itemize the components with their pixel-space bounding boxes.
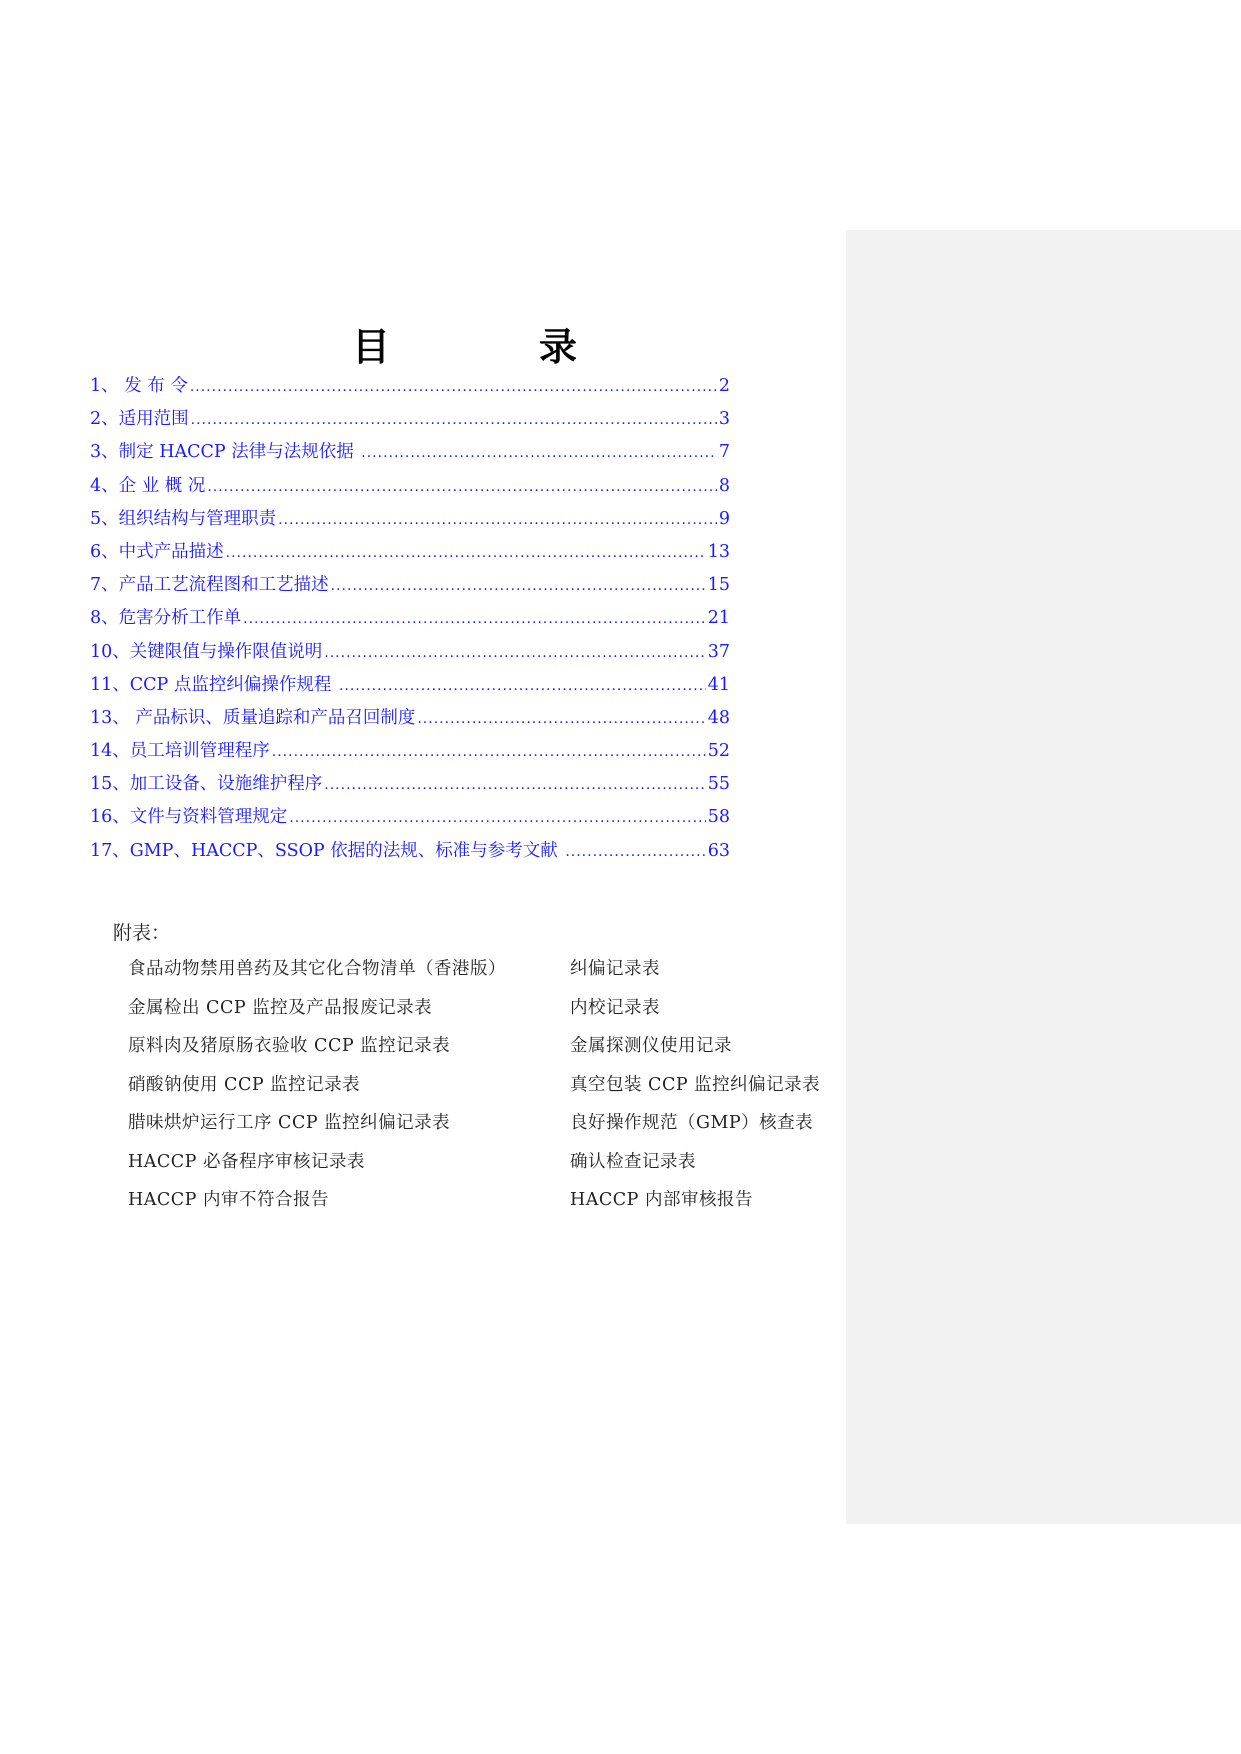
toc-page-number: 15: [707, 575, 730, 596]
toc-entry[interactable]: [90, 638, 730, 671]
toc-entry[interactable]: [90, 604, 730, 637]
toc-entry-title: 7、产品工艺流程图和工艺描述: [90, 575, 329, 596]
appendix-item: 原料肉及猪原肠衣验收 CCP 监控记录表: [128, 1036, 451, 1056]
toc-page-number: 21: [707, 608, 730, 629]
toc-page-number: 41: [707, 674, 730, 695]
appendix-item: 硝酸钠使用 CCP 监控记录表: [128, 1074, 361, 1095]
toc-dot-leader: [339, 678, 706, 694]
toc-page-number: 48: [707, 707, 730, 728]
toc-entry-title: 1、 发 布 令: [90, 376, 188, 396]
toc-dot-leader: [324, 777, 705, 793]
appendix-item: 食品动物禁用兽药及其它化合物清单（香港版）: [128, 959, 506, 979]
toc-entry-title: 4、企 业 概 况: [90, 475, 206, 496]
appendix-heading: 附表：: [113, 922, 171, 944]
toc-page-number: 55: [707, 774, 730, 795]
appendix-item: 腊味烘炉运行工序 CCP 监控纠偏记录表: [128, 1113, 451, 1133]
toc-dot-leader: [331, 578, 706, 594]
toc-entry[interactable]: [90, 505, 730, 538]
page-title-left: 目: [352, 323, 391, 369]
toc-entry-title: 17、GMP、HACCP、SSOP 依据的法规、标准与参考文献: [90, 840, 564, 861]
toc-dot-leader: [190, 379, 717, 395]
toc-entry-title: 5、组织结构与管理职责: [90, 508, 277, 529]
appendix-item: 确认检查记录表: [570, 1151, 696, 1172]
toc-entry[interactable]: [90, 438, 730, 471]
toc-dot-leader: [289, 810, 705, 826]
toc-page-number: 52: [707, 741, 730, 762]
appendix-item: 真空包装 CCP 监控纠偏记录表: [570, 1074, 821, 1095]
toc-page-number: 7: [718, 442, 730, 463]
appendix-item: 纠偏记录表: [570, 959, 660, 979]
toc-entry[interactable]: [90, 538, 730, 571]
toc-entry-title: 8、危害分析工作单: [90, 608, 242, 629]
toc-entry[interactable]: [90, 704, 730, 737]
appendix-item: HACCP 必备程序审核记录表: [128, 1151, 366, 1172]
toc-dot-leader: [226, 545, 706, 561]
comment-pane: [846, 230, 1241, 1524]
toc-entry[interactable]: [90, 770, 730, 803]
toc-page-number: 58: [707, 807, 730, 828]
toc-page-number: 37: [707, 641, 730, 662]
toc-dot-leader: [278, 512, 717, 528]
toc-entry-title: 13、 产品标识、质量追踪和产品召回制度: [90, 707, 416, 728]
appendix-list-left: [128, 955, 506, 1225]
toc-entry-title: 2、适用范围: [90, 409, 189, 430]
toc-entry[interactable]: [90, 803, 730, 836]
toc-dot-leader: [207, 479, 717, 495]
toc-page-number: 2: [718, 376, 730, 396]
toc-entry-title: 11、CCP 点监控纠偏操作规程: [90, 674, 337, 695]
appendix-item: 金属探测仪使用记录: [570, 1036, 732, 1056]
appendix-item: HACCP 内审不符合报告: [128, 1190, 330, 1210]
toc-dot-leader: [324, 645, 705, 661]
toc-page-number: 9: [718, 508, 730, 529]
appendix-item: 金属检出 CCP 监控及产品报废记录表: [128, 997, 433, 1018]
toc-dot-leader: [243, 611, 706, 627]
toc-page-number: 8: [718, 475, 730, 496]
toc-entry-title: 6、中式产品描述: [90, 541, 224, 562]
page-title-right: 录: [538, 323, 577, 369]
toc-entry-title: 10、关键限值与操作限值说明: [90, 641, 323, 662]
toc-dot-leader: [191, 412, 717, 428]
toc-dot-leader: [361, 445, 717, 461]
toc-entry-title: 16、文件与资料管理规定: [90, 807, 288, 828]
toc-entry[interactable]: [90, 671, 730, 704]
toc-entry[interactable]: [90, 837, 730, 870]
toc-entry[interactable]: [90, 571, 730, 604]
toc-page-number: 3: [718, 409, 730, 430]
page-title: [352, 318, 577, 368]
toc-entry[interactable]: [90, 405, 730, 438]
toc-entry-title: 3、制定 HACCP 法律与法规依据: [90, 442, 360, 463]
toc-entry[interactable]: [90, 372, 730, 405]
toc-entry-title: 14、员工培训管理程序: [90, 741, 270, 762]
appendix-item: 内校记录表: [570, 997, 660, 1018]
toc-page-number: 13: [707, 541, 730, 562]
toc-page-number: 63: [707, 840, 730, 861]
appendix-item: HACCP 内部审核报告: [570, 1190, 754, 1210]
toc-dot-leader: [565, 844, 705, 860]
toc-entry[interactable]: [90, 472, 730, 505]
appendix-item: 良好操作规范（GMP）核查表: [570, 1113, 814, 1133]
toc-entry[interactable]: [90, 737, 730, 770]
table-of-contents: [90, 372, 730, 870]
toc-dot-leader: [417, 711, 705, 727]
toc-dot-leader: [272, 744, 706, 760]
toc-entry-title: 15、加工设备、设施维护程序: [90, 774, 323, 795]
appendix-list-right: [570, 955, 820, 1225]
